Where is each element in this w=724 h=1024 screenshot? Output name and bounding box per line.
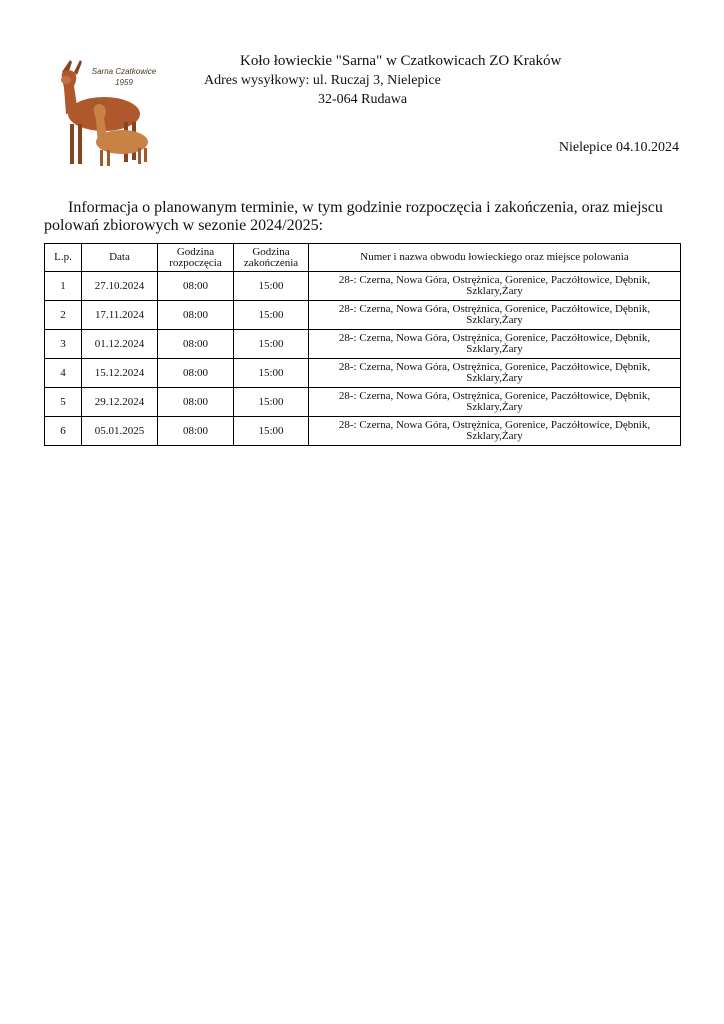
place-line2: Szklary,Żary bbox=[466, 430, 523, 442]
table-header-row bbox=[45, 244, 681, 272]
cell-place bbox=[309, 330, 681, 359]
cell-end: 15:00 bbox=[234, 272, 309, 301]
place-line1: 28-: Czerna, Nowa Góra, Ostrężnica, Gorenice, Paczółtowice, Dębnik, bbox=[338, 361, 651, 373]
club-logo bbox=[44, 52, 166, 170]
cell-place bbox=[309, 359, 681, 388]
document-place-date: Nielepice 04.10.2024 bbox=[558, 140, 679, 155]
cell-end: 15:00 bbox=[234, 388, 309, 417]
intro-paragraph: Informacja o planowanym terminie, w tym godzinie rozpoczęcia i zakończenia, oraz miejscu polowań zbiorowych w sezonie 2024/2025: bbox=[44, 199, 663, 234]
header-lp: L.p. bbox=[45, 244, 82, 272]
cell-start: 08:00 bbox=[158, 301, 234, 330]
cell-date: 01.12.2024 bbox=[82, 330, 158, 359]
cell-end: 15:00 bbox=[234, 417, 309, 446]
cell-place bbox=[309, 301, 681, 330]
cell-start: 08:00 bbox=[158, 417, 234, 446]
place-line1: 28-: Czerna, Nowa Góra, Ostrężnica, Gorenice, Paczółtowice, Dębnik, bbox=[338, 419, 651, 431]
header-start-line2: rozpoczęcia bbox=[169, 256, 222, 269]
table-row bbox=[45, 301, 681, 330]
place-line1: 28-: Czerna, Nowa Góra, Ostrężnica, Gorenice, Paczółtowice, Dębnik, bbox=[338, 332, 651, 344]
cell-lp: 1 bbox=[45, 272, 82, 301]
cell-place bbox=[309, 417, 681, 446]
cell-place bbox=[309, 272, 681, 301]
cell-end: 15:00 bbox=[234, 330, 309, 359]
cell-start: 08:00 bbox=[158, 359, 234, 388]
cell-lp: 2 bbox=[45, 301, 82, 330]
place-line1: 28-: Czerna, Nowa Góra, Ostrężnica, Gorenice, Paczółtowice, Dębnik, bbox=[338, 274, 651, 286]
cell-place bbox=[309, 388, 681, 417]
cell-date: 17.11.2024 bbox=[82, 301, 158, 330]
cell-end: 15:00 bbox=[234, 301, 309, 330]
cell-date: 27.10.2024 bbox=[82, 272, 158, 301]
table-row bbox=[45, 359, 681, 388]
cell-lp: 3 bbox=[45, 330, 82, 359]
club-name-title: Koło łowieckie "Sarna" w Czatkowicach ZO Kraków bbox=[240, 53, 562, 69]
header-start-time bbox=[158, 244, 234, 272]
table-row bbox=[45, 417, 681, 446]
place-line2: Szklary,Żary bbox=[466, 285, 523, 297]
place-line2: Szklary,Żary bbox=[466, 343, 523, 355]
mailing-address-line1: Adres wysyłkowy: ul. Ruczaj 3, Nielepice bbox=[204, 73, 441, 88]
header-end-line1: Godzina bbox=[252, 245, 290, 258]
cell-lp: 4 bbox=[45, 359, 82, 388]
header-start-line1: Godzina bbox=[176, 245, 215, 258]
hunt-schedule-table bbox=[44, 243, 681, 446]
cell-date: 05.01.2025 bbox=[82, 417, 158, 446]
place-line1: 28-: Czerna, Nowa Góra, Ostrężnica, Gorenice, Paczółtowice, Dębnik, bbox=[338, 390, 651, 402]
place-line1: 28-: Czerna, Nowa Góra, Ostrężnica, Gorenice, Paczółtowice, Dębnik, bbox=[338, 303, 651, 315]
cell-date: 29.12.2024 bbox=[82, 388, 158, 417]
logo-text-name: Sarna Czatkowice bbox=[91, 67, 157, 76]
cell-start: 08:00 bbox=[158, 272, 234, 301]
cell-start: 08:00 bbox=[158, 330, 234, 359]
header-date: Data bbox=[82, 244, 158, 272]
cell-end: 15:00 bbox=[234, 359, 309, 388]
place-line2: Szklary,Żary bbox=[466, 314, 523, 326]
table-row bbox=[45, 330, 681, 359]
header-place: Numer i nazwa obwodu łowieckiego oraz miejsce polowania bbox=[309, 244, 681, 272]
place-line2: Szklary,Żary bbox=[466, 401, 523, 413]
logo-text-year: 1959 bbox=[115, 78, 133, 87]
cell-lp: 5 bbox=[45, 388, 82, 417]
cell-date: 15.12.2024 bbox=[82, 359, 158, 388]
cell-lp: 6 bbox=[45, 417, 82, 446]
table-row bbox=[45, 388, 681, 417]
mailing-address-line2: 32-064 Rudawa bbox=[318, 92, 408, 107]
place-line2: Szklary,Żary bbox=[466, 372, 523, 384]
table-row bbox=[45, 272, 681, 301]
header-end-time bbox=[234, 244, 309, 272]
roe-deer-logo-image bbox=[44, 52, 166, 170]
cell-start: 08:00 bbox=[158, 388, 234, 417]
header-end-line2: zakończenia bbox=[243, 256, 299, 269]
